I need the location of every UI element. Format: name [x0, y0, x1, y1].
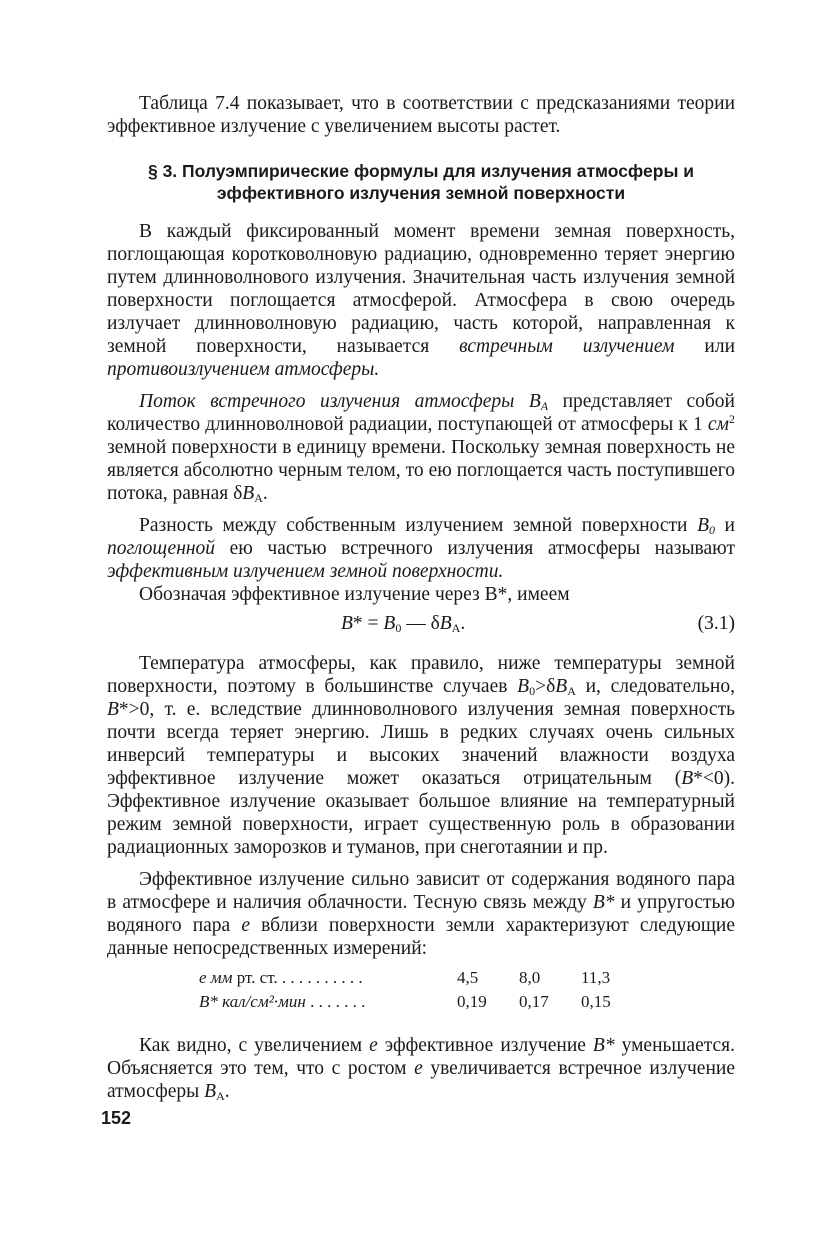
table-cell: 4,5: [457, 968, 479, 987]
row-label-unit: е мм: [199, 968, 233, 987]
table-cell: 0,15: [581, 992, 611, 1011]
paragraph-text: Как видно, с увеличением: [139, 1035, 370, 1056]
inequality-b0: $B_0>\delta B_A$: [517, 676, 576, 698]
measurement-table: [199, 966, 643, 1014]
paragraph-text: , т. е. вследствие длинноволнового излучения земная поверхность почти всегда теряет энергию. Лишь в редких случаях очень сильных инверсий температуры и высоких значений влажности воздуха эффективное излучение может оказаться отрицательным: [107, 699, 735, 789]
page-number: 152: [101, 1108, 132, 1128]
paragraph-text: увеличивается встречное излучение атмосферы: [107, 1058, 735, 1102]
paragraph-text: Температура атмосферы, как правило, ниже температуры земной поверхности, поэтому в большинстве случаев: [107, 653, 735, 697]
table-row: [199, 966, 643, 990]
formula-3-1: [107, 610, 735, 638]
symbol-e: e: [241, 915, 250, 936]
table-cell: 11,3: [581, 968, 611, 987]
table-row: [199, 990, 643, 1014]
symbol-delta-ba: $\delta B_A$.: [233, 483, 268, 505]
symbol-ba: $B_A$.: [204, 1081, 230, 1103]
paragraph-notation: Обозначая эффективное излучение через B*, имеем: [139, 584, 570, 605]
paragraph-text: земной поверхности в единицу времени. Поскольку земная поверхность не является абсолютно черным телом, то ею поглощается часть поступившего потока, равная: [107, 437, 735, 504]
paragraph-conclusion: [107, 1034, 735, 1103]
term-effective-radiation: эффективным излучением земной поверхности.: [107, 561, 504, 582]
intro-paragraph: Таблица 7.4 показывает, что в соответствии с предсказаниями теории эффективное излучение с увеличением высоты растет.: [107, 93, 735, 137]
paragraph-text: Разность между собственным излучением земной поверхности: [139, 515, 698, 536]
paragraph-text: уменьшается. Объясняется это тем, что с ростом: [107, 1035, 735, 1079]
row-label-rest: рт. ст. . . . . . . . . . .: [232, 968, 363, 987]
symbol-b0: $B_0$: [697, 515, 715, 537]
symbol-ba: $B_A$: [528, 391, 549, 413]
unit-exponent: 2: [729, 412, 735, 426]
paragraph-text: Эффективное излучение сильно зависит от содержания водяного пара в атмосфере и наличия облачности. Тесную связь между: [107, 869, 735, 913]
table-cell: 8,0: [519, 968, 541, 987]
section-heading: § 3. Полуэмпирические формулы для излучения атмосферы и эффективного излучения земной поверхности: [147, 161, 695, 203]
table-cell: 0,19: [457, 992, 487, 1011]
inequality-negative: (B*<0): [674, 768, 731, 789]
term-flux: Поток встречного излучения атмосферы: [139, 391, 515, 412]
term-absorbed: поглощенной: [107, 538, 216, 559]
symbol-b-star: B*: [592, 1035, 615, 1056]
paragraph-text: и упругостью водяного пара: [107, 892, 735, 936]
paragraph-text: эффективное излучение: [377, 1035, 593, 1056]
paragraph-flux: [107, 390, 735, 505]
unit-cm: см: [707, 414, 729, 435]
paragraph-text: представляет собой количество длинноволновой радиации, поступающей от атмосферы к 1: [107, 391, 735, 435]
row-label: [199, 990, 457, 1014]
term-counter-radiation: встречным излучением: [459, 336, 675, 357]
inequality-positive: B*>0: [107, 699, 150, 720]
book-page: [101, 92, 736, 1130]
connector-text: или: [674, 336, 736, 357]
paragraph-temperature: [107, 652, 735, 859]
symbol-b-star: B*: [592, 892, 615, 913]
row-label-unit: B* кал/см²·мин: [199, 992, 306, 1011]
formula-number: (3.1): [697, 613, 735, 634]
symbol-e: e: [414, 1058, 423, 1079]
paragraph-text: . Эффективное излучение оказывает большое влияние на температурный режим земной поверхности, играет существенную роль в образовании радиационных заморозков и туманов, при снеготаянии и пр.: [107, 768, 735, 858]
paragraph-text: В каждый фиксированный момент времени земная поверхность, поглощающая коротковолновую радиацию, одновременно теряет энергию путем длинноволнового излучения. Значительная часть излучения земной поверхности поглощается атмосферой. Атмосфера в свою очередь излучает длинноволновую радиацию, часть которой, направленная к земной поверхности, называется: [107, 221, 735, 357]
term-atmosphere-back-radiation: противоизлучением атмосферы.: [107, 359, 380, 380]
table-cell: 0,17: [519, 992, 549, 1011]
paragraph-difference: [107, 514, 735, 583]
formula-expression: $B* = B_0$ — $\delta B_A$.: [341, 613, 466, 635]
symbol-e: e: [369, 1035, 378, 1056]
paragraph-radiation: [107, 220, 735, 381]
paragraph-text: и: [714, 515, 735, 536]
paragraph-vapor: [107, 868, 735, 960]
row-label: [199, 966, 457, 990]
paragraph-text: вблизи поверхности земли характеризуют следующие данные непосредственных измерений:: [107, 915, 735, 959]
paragraph-text: и, следовательно,: [575, 676, 735, 697]
paragraph-text: ею частью встречного излучения атмосферы называют: [215, 538, 735, 559]
row-label-rest: . . . . . . .: [305, 992, 366, 1011]
